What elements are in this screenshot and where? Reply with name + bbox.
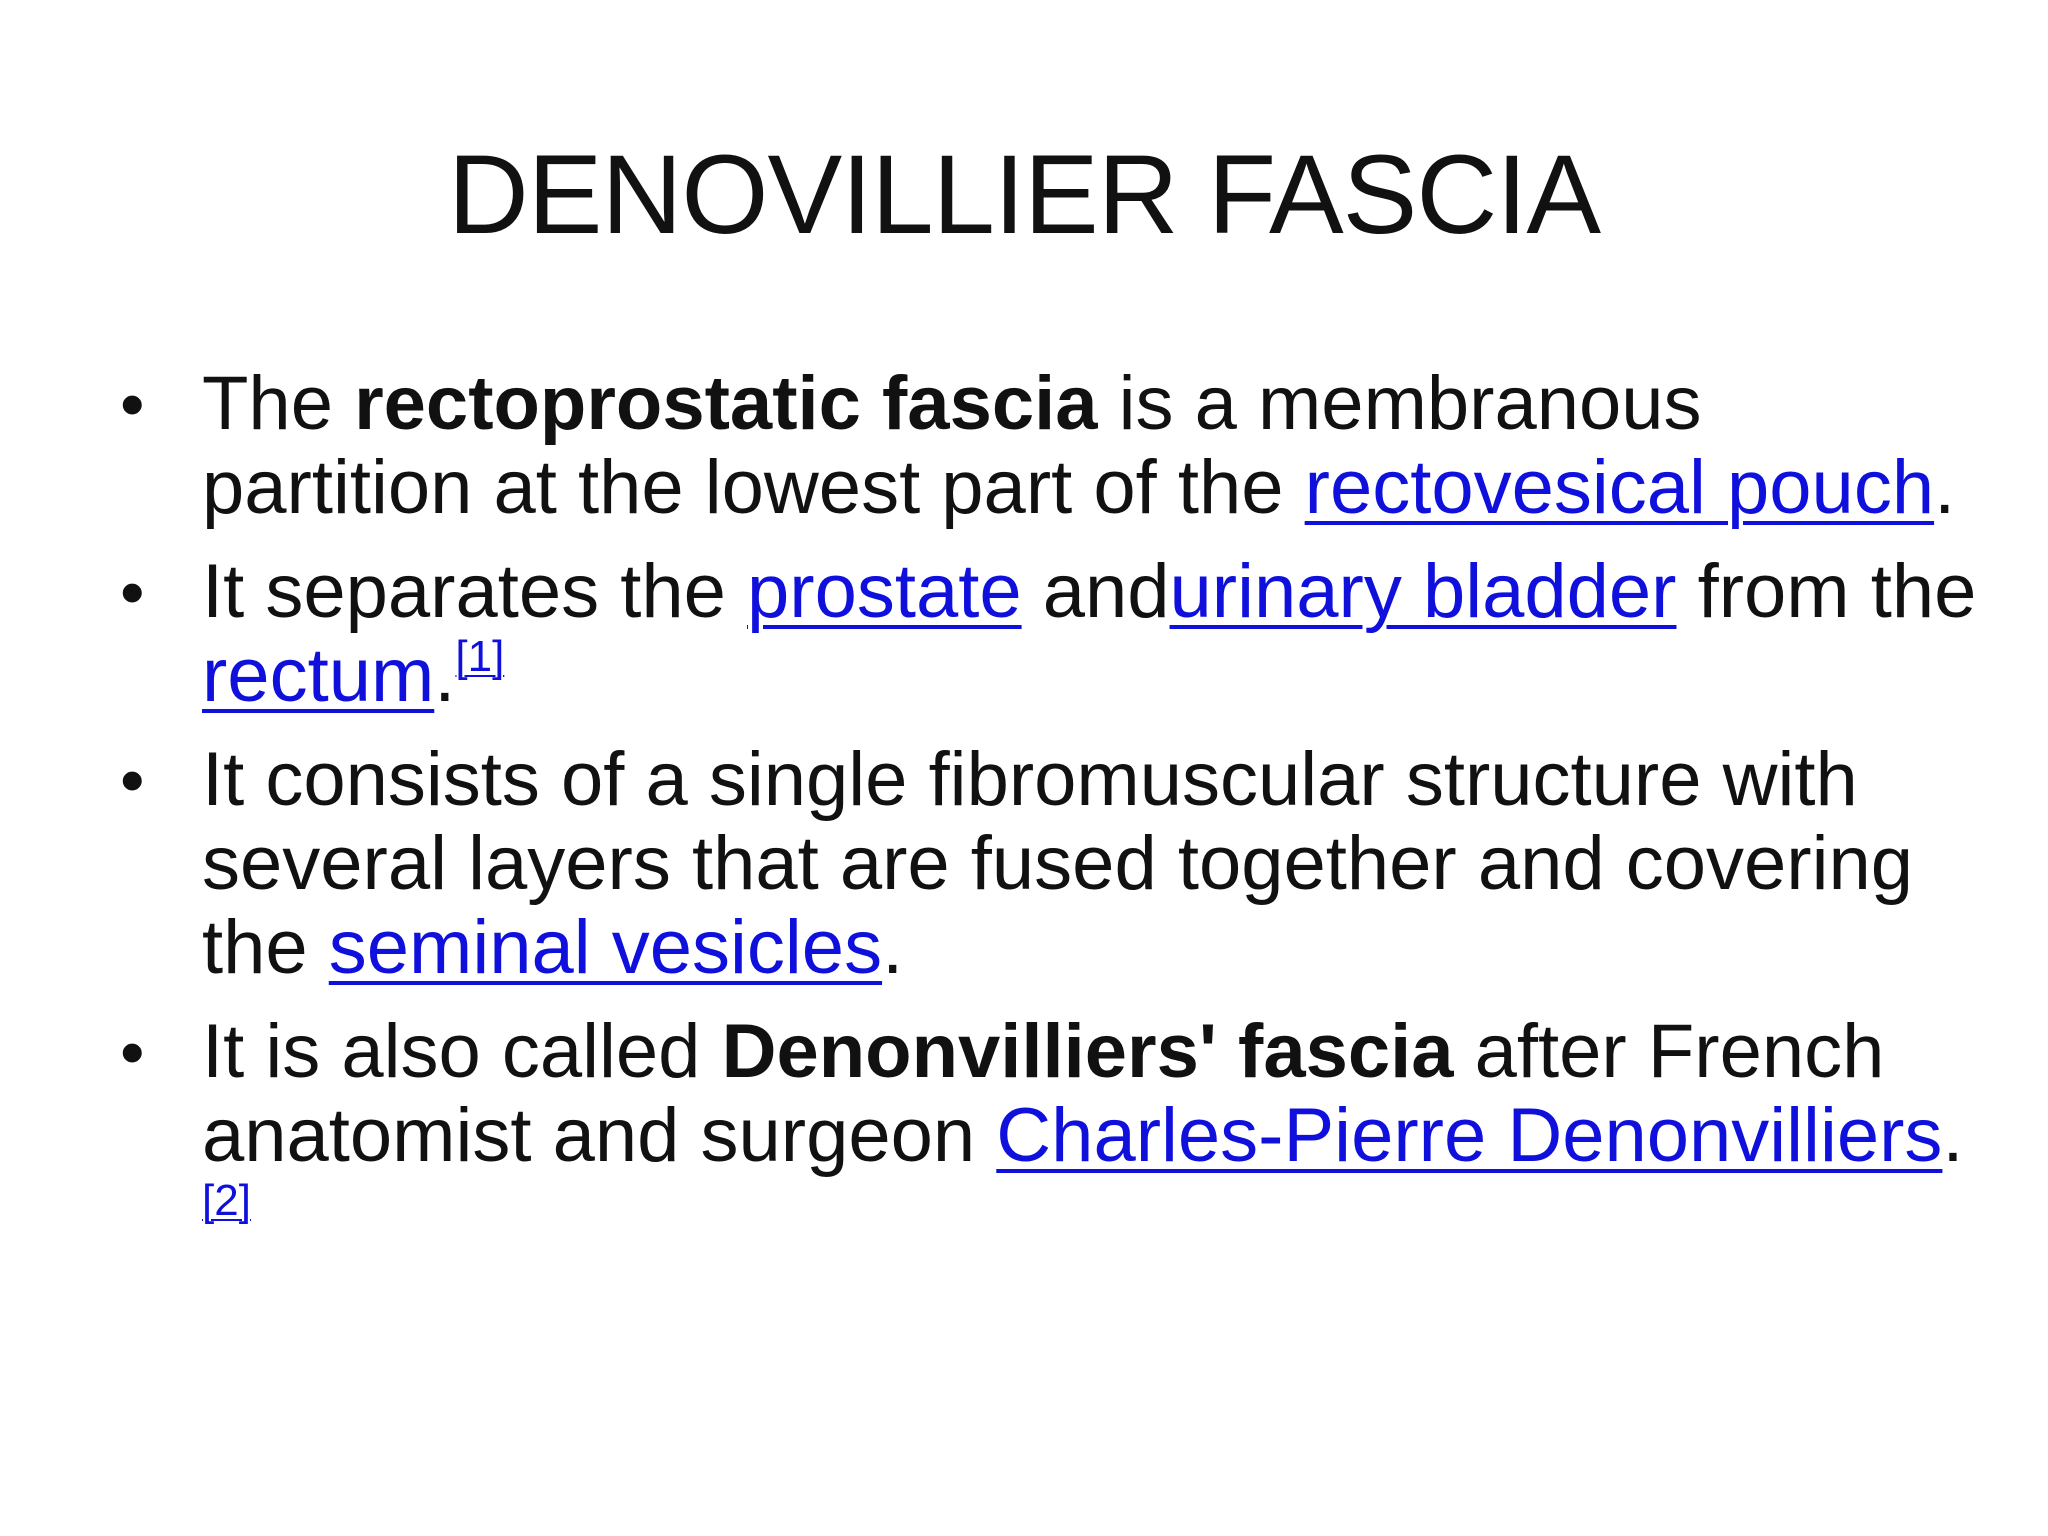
link-rectum[interactable]: rectum bbox=[202, 633, 435, 718]
text-segment: after French anatomist and surgeon bbox=[202, 1009, 1885, 1178]
bullet-text bbox=[202, 549, 1976, 718]
citation-link-1[interactable]: [1] bbox=[455, 632, 505, 681]
link-charles-pierre-denonvilliers[interactable]: Charles-Pierre Denonvilliers bbox=[996, 1093, 1943, 1178]
text-segment: It separates the bbox=[202, 549, 747, 634]
citation bbox=[202, 1176, 251, 1225]
bullet-item bbox=[120, 550, 1980, 718]
bullet-text bbox=[202, 1009, 1964, 1262]
text-segment: from the bbox=[1676, 549, 1977, 634]
bullet-item bbox=[120, 362, 1980, 530]
citation-link-2[interactable]: [2] bbox=[202, 1176, 251, 1225]
link-urinary-bladder[interactable]: urinary bladder bbox=[1169, 549, 1677, 634]
text-segment: . bbox=[1942, 1093, 1964, 1178]
text-segment: . bbox=[1934, 445, 1956, 530]
slide-title: DENOVILLIER FASCIA bbox=[447, 132, 1601, 257]
bullet-dot-icon: • bbox=[120, 741, 145, 819]
text-segment: . bbox=[882, 905, 904, 990]
text-segment: The bbox=[202, 361, 355, 446]
bullet-item bbox=[120, 1010, 1980, 1262]
text-segment: It is also called bbox=[202, 1009, 722, 1094]
bullet-dot-icon: • bbox=[120, 553, 145, 631]
bullet-list bbox=[120, 362, 1980, 1282]
bullet-text bbox=[202, 737, 1913, 990]
link-seminal-vesicles[interactable]: seminal vesicles bbox=[328, 905, 883, 990]
bold-term: rectoprostatic fascia bbox=[354, 361, 1098, 446]
text-segment: and bbox=[1021, 549, 1170, 634]
text-segment: is a membranous partition at the lowest part of the bbox=[202, 361, 1702, 530]
bullet-dot-icon: • bbox=[120, 365, 145, 443]
text-segment: It consists of a single fibromuscular structure with several layers that are fused together and covering the bbox=[202, 737, 1914, 990]
link-rectovesical-pouch[interactable]: rectovesical pouch bbox=[1304, 445, 1935, 530]
link-prostate[interactable]: prostate bbox=[747, 549, 1022, 634]
text-segment: . bbox=[434, 633, 456, 718]
bullet-item bbox=[120, 738, 1980, 990]
bullet-text bbox=[202, 361, 1955, 530]
bullet-dot-icon: • bbox=[120, 1013, 145, 1091]
citation bbox=[455, 632, 504, 681]
bold-term: Denonvilliers' fascia bbox=[721, 1009, 1454, 1094]
